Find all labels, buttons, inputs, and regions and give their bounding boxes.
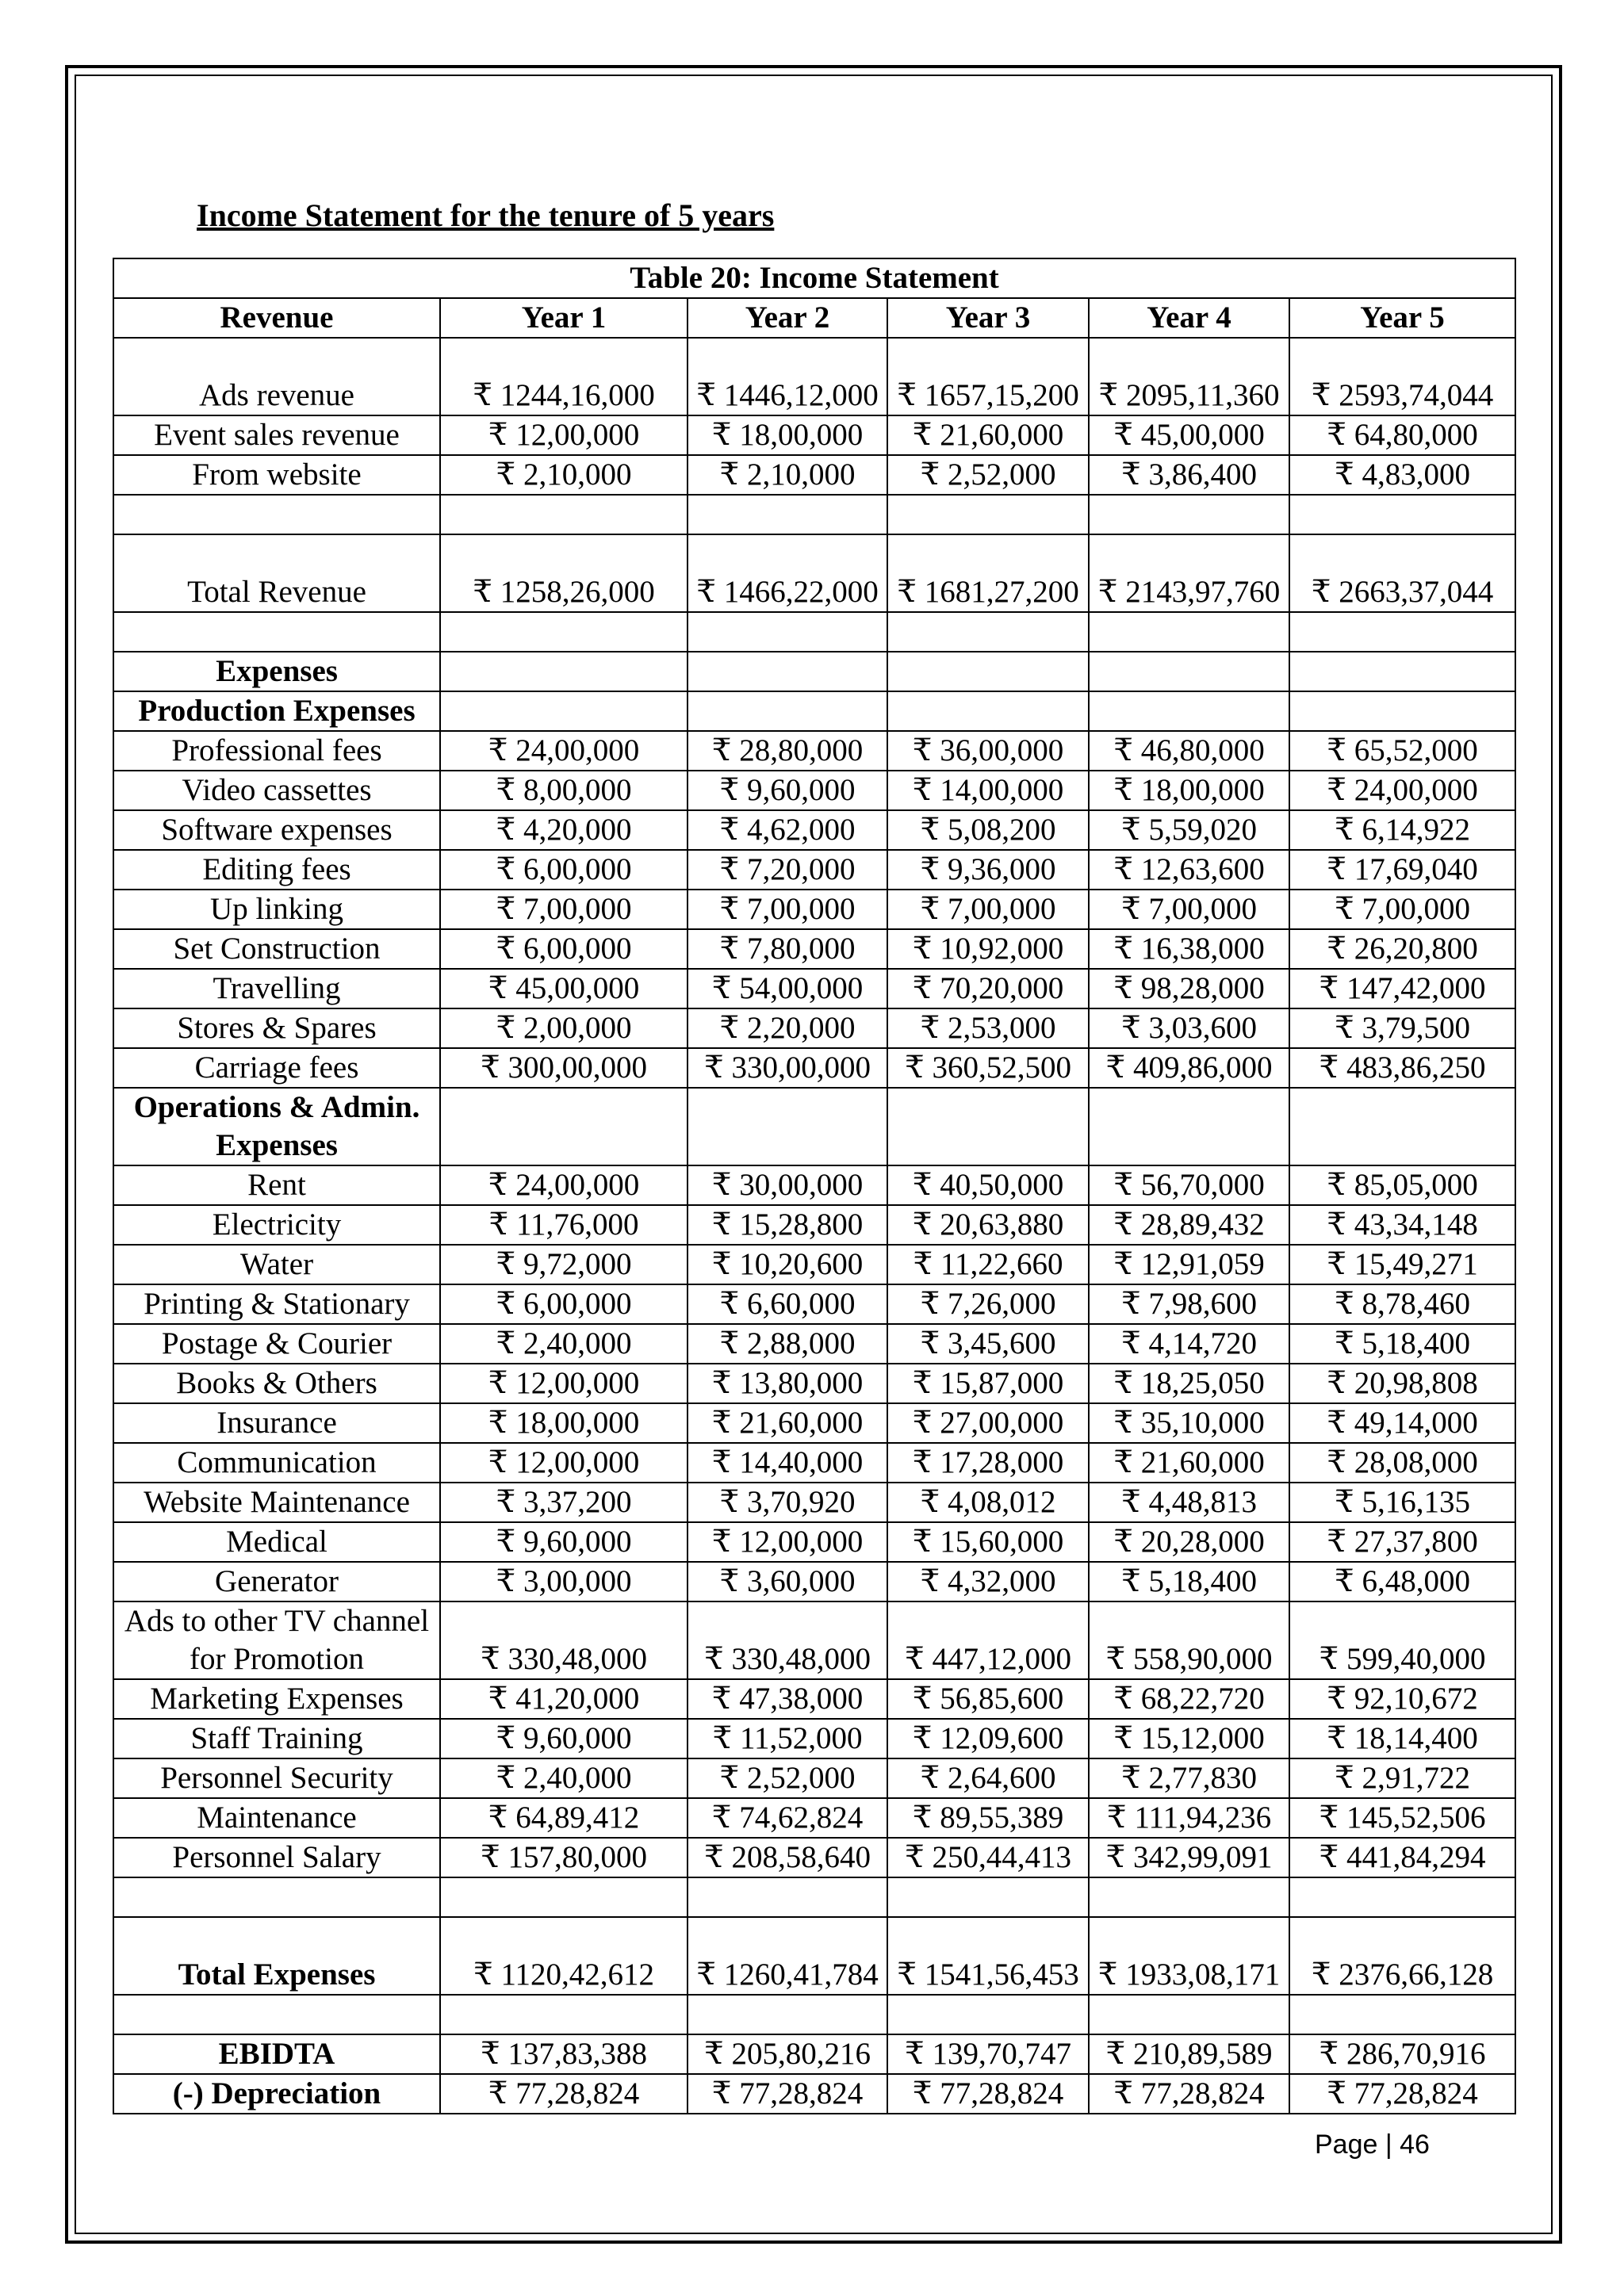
- value-cell: ₹ 1541,56,453: [887, 1917, 1089, 1995]
- value-cell: ₹ 8,78,460: [1289, 1284, 1515, 1324]
- value-cell: ₹ 5,18,400: [1289, 1324, 1515, 1364]
- value-cell: ₹ 2,10,000: [688, 455, 887, 495]
- value-cell: ₹ 13,80,000: [688, 1364, 887, 1403]
- value-cell: ₹ 18,00,000: [1089, 771, 1289, 810]
- row-label: From website: [113, 455, 440, 495]
- empty-cell: [688, 652, 887, 691]
- value-cell: ₹ 2,88,000: [688, 1324, 887, 1364]
- value-cell: ₹ 12,63,600: [1089, 850, 1289, 890]
- value-cell: ₹ 1681,27,200: [887, 534, 1089, 612]
- empty-cell: [440, 691, 688, 731]
- value-cell: ₹ 20,28,000: [1089, 1522, 1289, 1562]
- operations-row: [113, 1522, 1515, 1562]
- operations-row: [113, 1165, 1515, 1205]
- value-cell: ₹ 11,76,000: [440, 1205, 688, 1245]
- value-cell: ₹ 65,52,000: [1289, 731, 1515, 771]
- production-row: [113, 850, 1515, 890]
- value-cell: ₹ 1933,08,171: [1089, 1917, 1289, 1995]
- row-label: Stores & Spares: [113, 1008, 440, 1048]
- value-cell: ₹ 77,28,824: [1089, 2074, 1289, 2114]
- row-label: Software expenses: [113, 810, 440, 850]
- row-label: Books & Others: [113, 1364, 440, 1403]
- ebidta-row: [113, 2034, 1515, 2074]
- value-cell: ₹ 40,50,000: [887, 1165, 1089, 1205]
- row-label: Staff Training: [113, 1719, 440, 1758]
- value-cell: ₹ 24,00,000: [440, 1165, 688, 1205]
- empty-cell: [688, 495, 887, 534]
- value-cell: ₹ 360,52,500: [887, 1048, 1089, 1088]
- value-cell: ₹ 409,86,000: [1089, 1048, 1289, 1088]
- value-cell: ₹ 210,89,589: [1089, 2034, 1289, 2074]
- value-cell: ₹ 2663,37,044: [1289, 534, 1515, 612]
- value-cell: ₹ 2,52,000: [688, 1758, 887, 1798]
- value-cell: ₹ 43,34,148: [1289, 1205, 1515, 1245]
- operations-row: [113, 1601, 1515, 1679]
- value-cell: ₹ 599,40,000: [1289, 1601, 1515, 1679]
- value-cell: ₹ 15,49,271: [1289, 1245, 1515, 1284]
- value-cell: ₹ 15,12,000: [1089, 1719, 1289, 1758]
- value-cell: ₹ 5,18,400: [1089, 1562, 1289, 1601]
- total-revenue-row: [113, 534, 1515, 612]
- production-row: [113, 810, 1515, 850]
- empty-cell: [1289, 1995, 1515, 2034]
- value-cell: ₹ 4,32,000: [887, 1562, 1089, 1601]
- value-cell: ₹ 7,98,600: [1089, 1284, 1289, 1324]
- production-row: [113, 771, 1515, 810]
- row-label: Ads to other TV channel for Promotion: [113, 1601, 440, 1679]
- value-cell: ₹ 441,84,294: [1289, 1838, 1515, 1877]
- value-cell: ₹ 46,80,000: [1089, 731, 1289, 771]
- row-label: Rent: [113, 1165, 440, 1205]
- value-cell: ₹ 5,08,200: [887, 810, 1089, 850]
- empty-cell: [887, 1995, 1089, 2034]
- value-cell: ₹ 7,00,000: [887, 890, 1089, 929]
- empty-cell: [1089, 691, 1289, 731]
- expenses-header-row: [113, 652, 1515, 691]
- operations-row: [113, 1245, 1515, 1284]
- value-cell: ₹ 2,10,000: [440, 455, 688, 495]
- row-label: Medical: [113, 1522, 440, 1562]
- value-cell: ₹ 3,37,200: [440, 1483, 688, 1522]
- operations-row: [113, 1758, 1515, 1798]
- spacer-row: [113, 1877, 1515, 1917]
- value-cell: ₹ 5,16,135: [1289, 1483, 1515, 1522]
- value-cell: ₹ 12,00,000: [688, 1522, 887, 1562]
- value-cell: ₹ 4,48,813: [1089, 1483, 1289, 1522]
- value-cell: ₹ 6,00,000: [440, 929, 688, 969]
- value-cell: ₹ 447,12,000: [887, 1601, 1089, 1679]
- empty-cell: [1089, 495, 1289, 534]
- empty-cell: [113, 495, 440, 534]
- value-cell: ₹ 21,60,000: [1089, 1443, 1289, 1483]
- row-label: Travelling: [113, 969, 440, 1008]
- empty-cell: [1289, 691, 1515, 731]
- row-label: Up linking: [113, 890, 440, 929]
- operations-row: [113, 1483, 1515, 1522]
- value-cell: ₹ 28,89,432: [1089, 1205, 1289, 1245]
- value-cell: ₹ 45,00,000: [1089, 415, 1289, 455]
- value-cell: ₹ 12,09,600: [887, 1719, 1089, 1758]
- spacer-row: [113, 612, 1515, 652]
- value-cell: ₹ 250,44,413: [887, 1838, 1089, 1877]
- value-cell: ₹ 3,00,000: [440, 1562, 688, 1601]
- value-cell: ₹ 17,28,000: [887, 1443, 1089, 1483]
- value-cell: ₹ 89,55,389: [887, 1798, 1089, 1838]
- operations-row: [113, 1838, 1515, 1877]
- value-cell: ₹ 11,52,000: [688, 1719, 887, 1758]
- operations-row: [113, 1719, 1515, 1758]
- empty-cell: [113, 612, 440, 652]
- empty-cell: [113, 1995, 440, 2034]
- row-label: Total Expenses: [113, 1917, 440, 1995]
- value-cell: ₹ 15,60,000: [887, 1522, 1089, 1562]
- section-label: Production Expenses: [113, 691, 440, 731]
- revenue-row: [113, 338, 1515, 415]
- operations-row: [113, 1205, 1515, 1245]
- value-cell: ₹ 2,64,600: [887, 1758, 1089, 1798]
- value-cell: ₹ 7,00,000: [1289, 890, 1515, 929]
- value-cell: ₹ 3,45,600: [887, 1324, 1089, 1364]
- row-label: Communication: [113, 1443, 440, 1483]
- value-cell: ₹ 2593,74,044: [1289, 338, 1515, 415]
- production-row: [113, 929, 1515, 969]
- value-cell: ₹ 10,20,600: [688, 1245, 887, 1284]
- value-cell: ₹ 15,87,000: [887, 1364, 1089, 1403]
- value-cell: ₹ 2,40,000: [440, 1758, 688, 1798]
- row-label: Ads revenue: [113, 338, 440, 415]
- value-cell: ₹ 11,22,660: [887, 1245, 1089, 1284]
- value-cell: ₹ 8,00,000: [440, 771, 688, 810]
- operations-row: [113, 1284, 1515, 1324]
- value-cell: ₹ 16,38,000: [1089, 929, 1289, 969]
- value-cell: ₹ 20,63,880: [887, 1205, 1089, 1245]
- empty-cell: [440, 495, 688, 534]
- value-cell: ₹ 1120,42,612: [440, 1917, 688, 1995]
- value-cell: ₹ 3,60,000: [688, 1562, 887, 1601]
- value-cell: ₹ 2,77,830: [1089, 1758, 1289, 1798]
- spacer-row: [113, 495, 1515, 534]
- column-header: Year 2: [688, 298, 887, 338]
- value-cell: ₹ 7,00,000: [688, 890, 887, 929]
- value-cell: ₹ 77,28,824: [1289, 2074, 1515, 2114]
- value-cell: ₹ 56,85,600: [887, 1679, 1089, 1719]
- value-cell: ₹ 145,52,506: [1289, 1798, 1515, 1838]
- row-label: Video cassettes: [113, 771, 440, 810]
- value-cell: ₹ 98,28,000: [1089, 969, 1289, 1008]
- value-cell: ₹ 4,20,000: [440, 810, 688, 850]
- empty-cell: [440, 1088, 688, 1165]
- value-cell: ₹ 28,08,000: [1289, 1443, 1515, 1483]
- depreciation-row: [113, 2074, 1515, 2114]
- value-cell: ₹ 4,14,720: [1089, 1324, 1289, 1364]
- value-cell: ₹ 6,00,000: [440, 850, 688, 890]
- operations-row: [113, 1364, 1515, 1403]
- value-cell: ₹ 24,00,000: [1289, 771, 1515, 810]
- value-cell: ₹ 2,53,000: [887, 1008, 1089, 1048]
- value-cell: ₹ 20,98,808: [1289, 1364, 1515, 1403]
- operations-row: [113, 1324, 1515, 1364]
- empty-cell: [887, 652, 1089, 691]
- value-cell: ₹ 3,79,500: [1289, 1008, 1515, 1048]
- value-cell: ₹ 6,60,000: [688, 1284, 887, 1324]
- value-cell: ₹ 18,00,000: [440, 1403, 688, 1443]
- value-cell: ₹ 7,00,000: [1089, 890, 1289, 929]
- empty-cell: [440, 1877, 688, 1917]
- value-cell: ₹ 56,70,000: [1089, 1165, 1289, 1205]
- empty-cell: [1289, 1088, 1515, 1165]
- empty-cell: [688, 1995, 887, 2034]
- column-header: Year 5: [1289, 298, 1515, 338]
- value-cell: ₹ 49,14,000: [1289, 1403, 1515, 1443]
- row-label: Website Maintenance: [113, 1483, 440, 1522]
- value-cell: ₹ 68,22,720: [1089, 1679, 1289, 1719]
- spacer-row: [113, 1995, 1515, 2034]
- revenue-row: [113, 415, 1515, 455]
- empty-cell: [440, 612, 688, 652]
- production-row: [113, 1048, 1515, 1088]
- operations-row: [113, 1679, 1515, 1719]
- page-number: Page | 46: [1315, 2130, 1430, 2160]
- header-row: [113, 298, 1515, 338]
- column-header: Revenue: [113, 298, 440, 338]
- value-cell: ₹ 137,83,388: [440, 2034, 688, 2074]
- value-cell: ₹ 2,20,000: [688, 1008, 887, 1048]
- production-row: [113, 969, 1515, 1008]
- value-cell: ₹ 18,14,400: [1289, 1719, 1515, 1758]
- value-cell: ₹ 27,00,000: [887, 1403, 1089, 1443]
- empty-cell: [887, 495, 1089, 534]
- production-row: [113, 1008, 1515, 1048]
- value-cell: ₹ 483,86,250: [1289, 1048, 1515, 1088]
- value-cell: ₹ 14,40,000: [688, 1443, 887, 1483]
- value-cell: ₹ 2,00,000: [440, 1008, 688, 1048]
- production-row: [113, 890, 1515, 929]
- value-cell: ₹ 18,25,050: [1089, 1364, 1289, 1403]
- value-cell: ₹ 21,60,000: [688, 1403, 887, 1443]
- value-cell: ₹ 3,70,920: [688, 1483, 887, 1522]
- value-cell: ₹ 12,00,000: [440, 415, 688, 455]
- value-cell: ₹ 64,89,412: [440, 1798, 688, 1838]
- empty-cell: [1089, 1877, 1289, 1917]
- value-cell: ₹ 3,86,400: [1089, 455, 1289, 495]
- value-cell: ₹ 28,80,000: [688, 731, 887, 771]
- row-label: Personnel Security: [113, 1758, 440, 1798]
- value-cell: ₹ 330,48,000: [440, 1601, 688, 1679]
- empty-cell: [688, 691, 887, 731]
- column-header: Year 3: [887, 298, 1089, 338]
- value-cell: ₹ 64,80,000: [1289, 415, 1515, 455]
- value-cell: ₹ 45,00,000: [440, 969, 688, 1008]
- value-cell: ₹ 7,00,000: [440, 890, 688, 929]
- value-cell: ₹ 558,90,000: [1089, 1601, 1289, 1679]
- row-label: Maintenance: [113, 1798, 440, 1838]
- value-cell: ₹ 7,80,000: [688, 929, 887, 969]
- value-cell: ₹ 9,60,000: [440, 1522, 688, 1562]
- value-cell: ₹ 147,42,000: [1289, 969, 1515, 1008]
- value-cell: ₹ 10,92,000: [887, 929, 1089, 969]
- row-label: Marketing Expenses: [113, 1679, 440, 1719]
- value-cell: ₹ 77,28,824: [688, 2074, 887, 2114]
- value-cell: ₹ 9,72,000: [440, 1245, 688, 1284]
- value-cell: ₹ 111,94,236: [1089, 1798, 1289, 1838]
- row-label: Event sales revenue: [113, 415, 440, 455]
- empty-cell: [1289, 612, 1515, 652]
- empty-cell: [1289, 652, 1515, 691]
- row-label: Personnel Salary: [113, 1838, 440, 1877]
- value-cell: ₹ 85,05,000: [1289, 1165, 1515, 1205]
- value-cell: ₹ 205,80,216: [688, 2034, 887, 2074]
- value-cell: ₹ 2143,97,760: [1089, 534, 1289, 612]
- income-statement-table: [113, 258, 1516, 2114]
- row-label: Generator: [113, 1562, 440, 1601]
- row-label: (-) Depreciation: [113, 2074, 440, 2114]
- empty-cell: [688, 612, 887, 652]
- empty-cell: [887, 1877, 1089, 1917]
- empty-cell: [1089, 612, 1289, 652]
- value-cell: ₹ 41,20,000: [440, 1679, 688, 1719]
- value-cell: ₹ 92,10,672: [1289, 1679, 1515, 1719]
- operations-row: [113, 1443, 1515, 1483]
- value-cell: ₹ 330,48,000: [688, 1601, 887, 1679]
- row-label: Postage & Courier: [113, 1324, 440, 1364]
- value-cell: ₹ 7,20,000: [688, 850, 887, 890]
- value-cell: ₹ 26,20,800: [1289, 929, 1515, 969]
- value-cell: ₹ 1244,16,000: [440, 338, 688, 415]
- section-heading: Income Statement for the tenure of 5 years: [197, 197, 775, 233]
- value-cell: ₹ 1657,15,200: [887, 338, 1089, 415]
- empty-cell: [113, 1877, 440, 1917]
- value-cell: ₹ 5,59,020: [1089, 810, 1289, 850]
- value-cell: ₹ 6,48,000: [1289, 1562, 1515, 1601]
- value-cell: ₹ 14,00,000: [887, 771, 1089, 810]
- value-cell: ₹ 9,60,000: [440, 1719, 688, 1758]
- value-cell: ₹ 2,91,722: [1289, 1758, 1515, 1798]
- value-cell: ₹ 77,28,824: [440, 2074, 688, 2114]
- empty-cell: [440, 1995, 688, 2034]
- value-cell: ₹ 300,00,000: [440, 1048, 688, 1088]
- value-cell: ₹ 4,83,000: [1289, 455, 1515, 495]
- row-label: Carriage fees: [113, 1048, 440, 1088]
- value-cell: ₹ 36,00,000: [887, 731, 1089, 771]
- value-cell: ₹ 12,00,000: [440, 1443, 688, 1483]
- value-cell: ₹ 2095,11,360: [1089, 338, 1289, 415]
- value-cell: ₹ 12,00,000: [440, 1364, 688, 1403]
- row-label: Editing fees: [113, 850, 440, 890]
- value-cell: ₹ 15,28,800: [688, 1205, 887, 1245]
- value-cell: ₹ 47,38,000: [688, 1679, 887, 1719]
- value-cell: ₹ 35,10,000: [1089, 1403, 1289, 1443]
- empty-cell: [688, 1877, 887, 1917]
- row-label: EBIDTA: [113, 2034, 440, 2074]
- operations-row: [113, 1562, 1515, 1601]
- empty-cell: [887, 691, 1089, 731]
- value-cell: ₹ 1258,26,000: [440, 534, 688, 612]
- value-cell: ₹ 2376,66,128: [1289, 1917, 1515, 1995]
- empty-cell: [688, 1088, 887, 1165]
- row-label: Printing & Stationary: [113, 1284, 440, 1324]
- revenue-row: [113, 455, 1515, 495]
- empty-cell: [1089, 1088, 1289, 1165]
- value-cell: ₹ 30,00,000: [688, 1165, 887, 1205]
- row-label: Insurance: [113, 1403, 440, 1443]
- value-cell: ₹ 21,60,000: [887, 415, 1089, 455]
- value-cell: ₹ 54,00,000: [688, 969, 887, 1008]
- value-cell: ₹ 2,52,000: [887, 455, 1089, 495]
- empty-cell: [887, 1088, 1089, 1165]
- value-cell: ₹ 1466,22,000: [688, 534, 887, 612]
- empty-cell: [1089, 652, 1289, 691]
- value-cell: ₹ 70,20,000: [887, 969, 1089, 1008]
- row-label: Electricity: [113, 1205, 440, 1245]
- value-cell: ₹ 3,03,600: [1089, 1008, 1289, 1048]
- row-label: Water: [113, 1245, 440, 1284]
- section-label: Operations & Admin. Expenses: [113, 1088, 440, 1165]
- value-cell: ₹ 7,26,000: [887, 1284, 1089, 1324]
- operations-row: [113, 1798, 1515, 1838]
- empty-cell: [1289, 1877, 1515, 1917]
- value-cell: ₹ 139,70,747: [887, 2034, 1089, 2074]
- value-cell: ₹ 4,62,000: [688, 810, 887, 850]
- value-cell: ₹ 12,91,059: [1089, 1245, 1289, 1284]
- value-cell: ₹ 2,40,000: [440, 1324, 688, 1364]
- value-cell: ₹ 9,60,000: [688, 771, 887, 810]
- value-cell: ₹ 208,58,640: [688, 1838, 887, 1877]
- section-label: Expenses: [113, 652, 440, 691]
- column-header: Year 1: [440, 298, 688, 338]
- value-cell: ₹ 74,62,824: [688, 1798, 887, 1838]
- value-cell: ₹ 1260,41,784: [688, 1917, 887, 1995]
- value-cell: ₹ 157,80,000: [440, 1838, 688, 1877]
- value-cell: ₹ 286,70,916: [1289, 2034, 1515, 2074]
- value-cell: ₹ 6,14,922: [1289, 810, 1515, 850]
- column-header: Year 4: [1089, 298, 1289, 338]
- value-cell: ₹ 77,28,824: [887, 2074, 1089, 2114]
- empty-cell: [887, 612, 1089, 652]
- operations-row: [113, 1403, 1515, 1443]
- value-cell: ₹ 342,99,091: [1089, 1838, 1289, 1877]
- total-expenses-row: [113, 1917, 1515, 1995]
- value-cell: ₹ 1446,12,000: [688, 338, 887, 415]
- value-cell: ₹ 9,36,000: [887, 850, 1089, 890]
- row-label: Total Revenue: [113, 534, 440, 612]
- value-cell: ₹ 6,00,000: [440, 1284, 688, 1324]
- row-label: Set Construction: [113, 929, 440, 969]
- value-cell: ₹ 4,08,012: [887, 1483, 1089, 1522]
- value-cell: ₹ 27,37,800: [1289, 1522, 1515, 1562]
- production-header-row: [113, 691, 1515, 731]
- empty-cell: [1289, 495, 1515, 534]
- value-cell: ₹ 330,00,000: [688, 1048, 887, 1088]
- row-label: Professional fees: [113, 731, 440, 771]
- table-caption: Table 20: Income Statement: [113, 258, 1515, 298]
- value-cell: ₹ 17,69,040: [1289, 850, 1515, 890]
- operations-header-row: [113, 1088, 1515, 1165]
- empty-cell: [1089, 1995, 1289, 2034]
- empty-cell: [440, 652, 688, 691]
- production-row: [113, 731, 1515, 771]
- value-cell: ₹ 24,00,000: [440, 731, 688, 771]
- value-cell: ₹ 18,00,000: [688, 415, 887, 455]
